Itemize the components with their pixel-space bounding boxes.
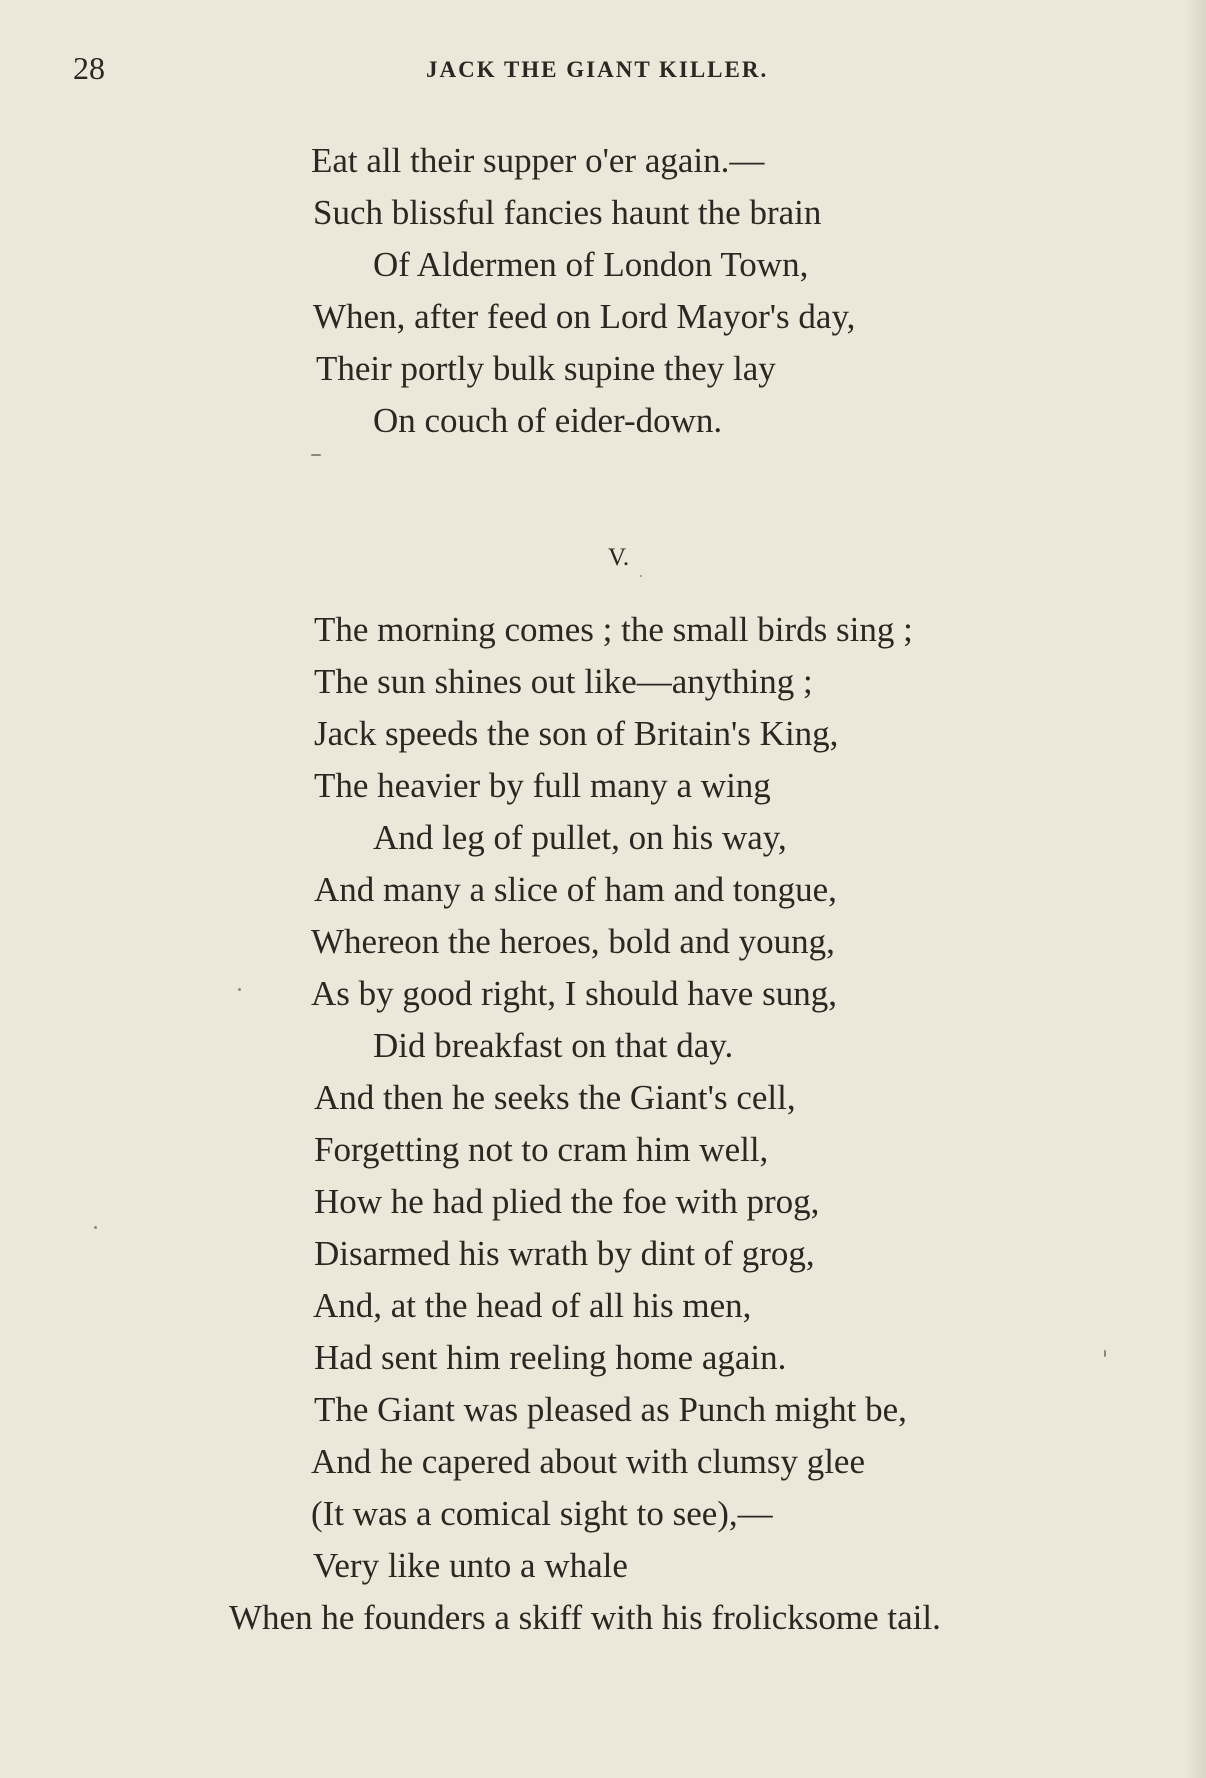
verse-line: (It was a comical sight to see),— (311, 1494, 773, 1533)
verse-line: Had sent him reeling home again. (314, 1338, 787, 1377)
verse-line: Their portly bulk supine they lay (316, 349, 776, 388)
print-speck (94, 1226, 97, 1229)
page-number: 28 (73, 50, 105, 86)
verse-line-indented: Did breakfast on that day. (373, 1026, 734, 1065)
verse-line: Eat all their supper o'er again.— (311, 141, 765, 180)
verse-line: And, at the head of all his men, (313, 1286, 752, 1325)
stanza-number: V. (608, 544, 630, 571)
verse-line: When, after feed on Lord Mayor's day, (313, 297, 856, 336)
verse-line: Disarmed his wrath by dint of grog, (314, 1234, 815, 1273)
print-speck (640, 575, 642, 577)
print-speck (311, 454, 321, 456)
print-speck (1104, 1350, 1106, 1357)
verse-line: The heavier by full many a wing (314, 766, 771, 805)
verse-line: Whereon the heroes, bold and young, (311, 922, 835, 961)
verse-line: Very like unto a whale (313, 1546, 628, 1585)
verse-line-outdented: When he founders a skiff with his frolicksome tail. (229, 1598, 941, 1637)
verse-line: The sun shines out like—anything ; (314, 662, 813, 701)
verse-line: And then he seeks the Giant's cell, (314, 1078, 796, 1117)
verse-line: How he had plied the foe with prog, (314, 1182, 820, 1221)
verse-line-indented: And leg of pullet, on his way, (373, 818, 787, 857)
verse-line: Forgetting not to cram him well, (314, 1130, 769, 1169)
verse-line-indented: On couch of eider-down. (373, 401, 723, 440)
page-edge-shadow (1184, 0, 1206, 1778)
verse-line: Such blissful fancies haunt the brain (313, 193, 822, 232)
verse-line: And many a slice of ham and tongue, (314, 870, 837, 909)
verse-line: The morning comes ; the small birds sing ; (314, 610, 913, 649)
verse-line: As by good right, I should have sung, (311, 974, 837, 1013)
print-speck (238, 988, 241, 991)
verse-line: And he capered about with clumsy glee (311, 1442, 865, 1481)
verse-line: Jack speeds the son of Britain's King, (314, 714, 839, 753)
verse-line-indented: Of Aldermen of London Town, (373, 245, 809, 284)
verse-line: The Giant was pleased as Punch might be, (314, 1390, 907, 1429)
running-title: JACK THE GIANT KILLER. (426, 57, 769, 82)
